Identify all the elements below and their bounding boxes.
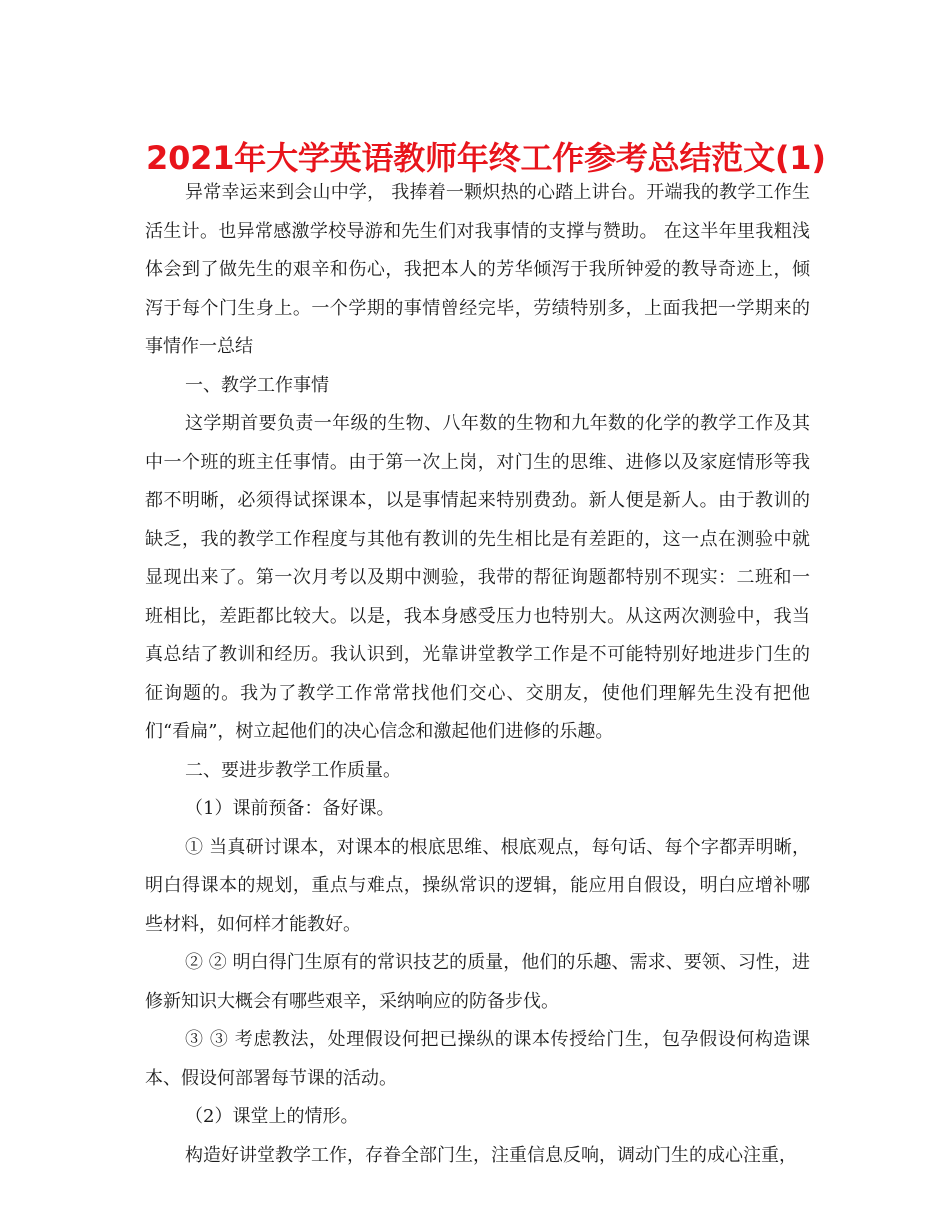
list-item-2: ② ② 明白得门生原有的常识技艺的质量，他们的乐趣、需求、要领、习性，进修新知识大概会有哪些艰辛，采纳响应的防备步伐。	[145, 952, 810, 1012]
paragraph-intro: 异常幸运来到会山中学， 我捧着一颗炽热的心踏上讲台。开端我的教学工作生活生计。也异常感激学校导游和先生们对我事情的支撑与赞助。 在这半年里我粗浅体会到了做先生的艰辛和伤心，我把本人的芳华倾泻于我所钟爱的教导奇迹上，倾泻于每个门生身上。一个学期的事情曾经完毕，劳绩特别多，上面我把一学期来的事情作一总结	[145, 182, 810, 357]
heading-section-1: 一、教学工作事情	[185, 374, 329, 396]
document-body	[145, 174, 810, 1175]
document-title: 2021年大学英语教师年终工作参考总结范文(1)	[146, 139, 826, 177]
list-item-3: ③ ③ 考虑教法，处理假设何把已操纵的课本传授给门生，包孕假设何构造课本、假设何部署每节课的活动。	[145, 1029, 810, 1089]
subheading-2: （2）课堂上的情形。	[185, 1106, 359, 1127]
paragraph-section-1: 这学期首要负责一年级的生物、八年数的生物和九年数的化学的教学工作及其中一个班的班主任事情。由于第一次上岗，对门生的思维、进修以及家庭情形等我都不明晰，必须得试探课本，以是事情起来特别费劲。新人便是新人。由于教训的缺乏，我的教学工作程度与其他有教训的先生相比是有差距的，这一点在测验中就显现出来了。第一次月考以及期中测验，我带的帮征询题都特别不现实：二班和一班相比，差距都比较大。以是，我本身感受压力也特别大。从这两次测验中，我当真总结了教训和经历。我认识到，光靠讲堂教学工作是不可能特别好地进步门生的征询题的。我为了教学工作常常找他们交心、交朋友，使他们理解先生没有把他们“看扁”，树立起他们的决心信念和激起他们进修的乐趣。	[145, 413, 810, 742]
paragraph-classroom: 构造好讲堂教学工作，存眷全部门生，注重信息反响，调动门生的成心注重，	[185, 1144, 797, 1166]
subheading-1: （1）课前预备：备好课。	[185, 798, 395, 819]
heading-section-2: 二、要进步教学工作质量。	[185, 759, 401, 781]
list-item-1: ① 当真研讨课本，对课本的根底思维、根底观点，每句话、每个字都弄明晰，明白得课本的规划，重点与难点，操纵常识的逻辑，能应用自假设，明白应增补哪些材料，如何样才能教好。	[145, 836, 810, 935]
